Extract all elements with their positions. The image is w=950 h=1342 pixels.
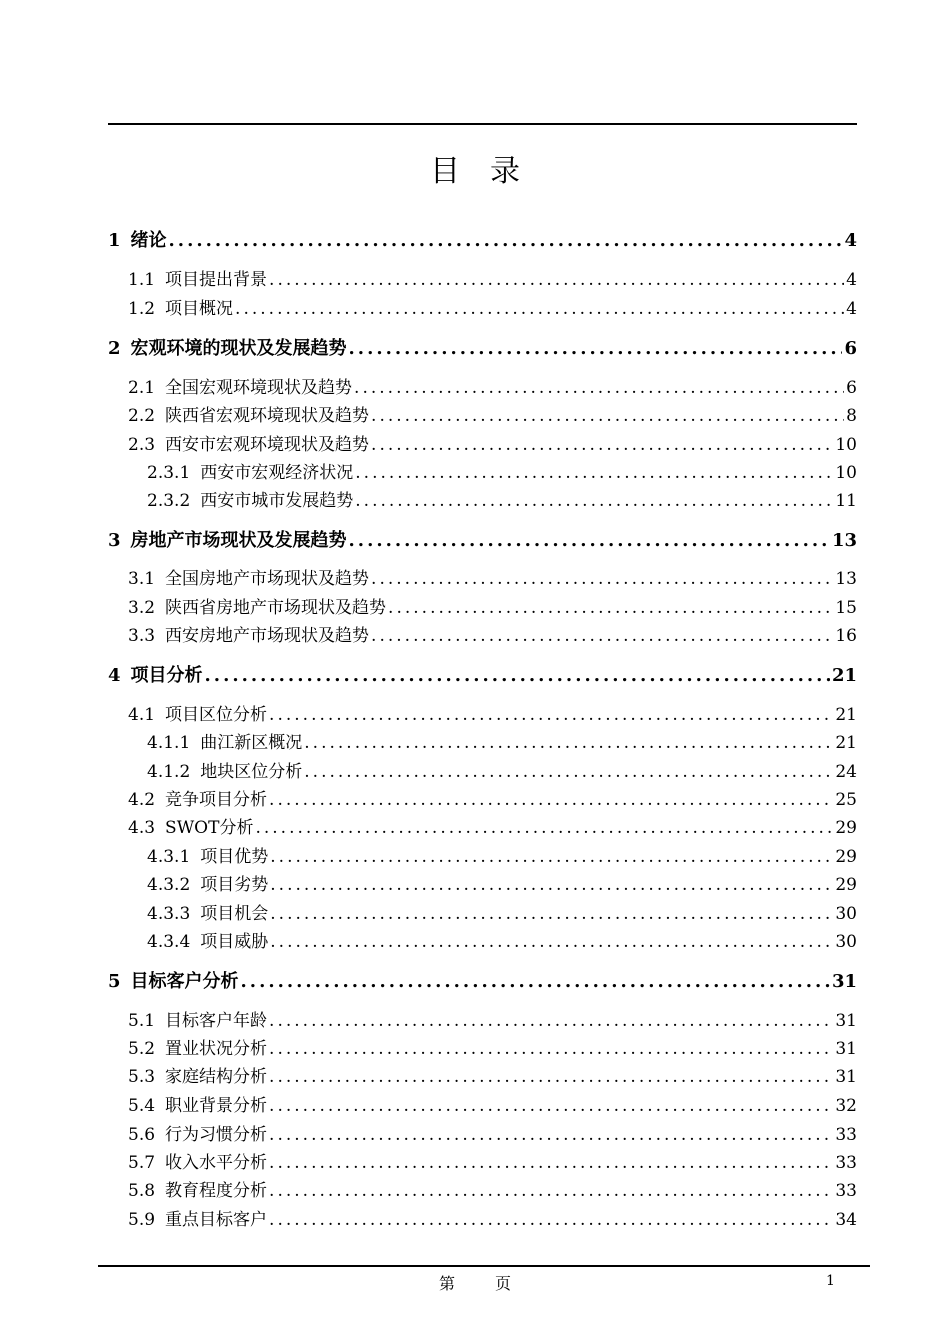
toc-dot-leader [371, 569, 833, 589]
toc-dot-leader [169, 230, 843, 251]
toc-dot-leader [269, 1210, 833, 1230]
toc-entry-title: 重点目标客户 [165, 1210, 268, 1230]
toc-entry-title: 行为习惯分析 [165, 1125, 268, 1145]
toc-entry-number: 4.1.1 [147, 733, 191, 753]
toc-entry[interactable] [108, 526, 857, 554]
toc-entry-page: 33 [835, 1153, 857, 1173]
toc-dot-leader [269, 1153, 833, 1173]
toc-dot-leader [205, 665, 830, 686]
toc-entry-page: 29 [835, 847, 857, 867]
toc-entry-page: 13 [835, 569, 857, 589]
toc-entry-number: 2 [108, 338, 121, 359]
toc-entry-number: 5.8 [128, 1181, 156, 1201]
toc-entry-number: 5.3 [128, 1067, 156, 1087]
footer-label: 第页 [438, 1274, 551, 1293]
toc-entry[interactable] [147, 899, 857, 927]
toc-entry[interactable] [147, 842, 857, 870]
toc-entry-page: 15 [835, 598, 857, 618]
toc-dot-leader [269, 270, 844, 290]
toc-dot-leader [388, 598, 833, 618]
toc-dot-leader [269, 1011, 833, 1031]
toc-entry-number: 5.4 [128, 1096, 156, 1116]
toc-entry-title: 项目劣势 [200, 875, 269, 895]
toc-entry[interactable] [128, 1205, 857, 1233]
toc-dot-leader [270, 847, 833, 867]
toc-entry-number: 4 [108, 665, 121, 686]
toc-entry[interactable] [108, 226, 857, 254]
toc-entry-page: 32 [835, 1096, 857, 1116]
toc-entry-page: 34 [835, 1210, 857, 1230]
toc-entry[interactable] [128, 401, 857, 429]
toc-entry[interactable] [147, 728, 857, 756]
toc-entry-number: 4.3.1 [147, 847, 191, 867]
toc-entry-number: 3.2 [128, 598, 156, 618]
toc-entry-number: 2.3.2 [147, 491, 191, 511]
toc-entry-page: 21 [835, 705, 857, 725]
toc-entry[interactable] [147, 757, 857, 785]
toc-entry-title: 竞争项目分析 [165, 790, 268, 810]
toc-entry-number: 3.3 [128, 626, 156, 646]
toc-entry-number: 5.2 [128, 1039, 156, 1059]
toc-entry[interactable] [128, 1034, 857, 1062]
toc-entry-title: 西安市宏观环境现状及趋势 [165, 435, 370, 455]
toc-entry-page: 33 [835, 1181, 857, 1201]
toc-entry-title: 目标客户年龄 [165, 1011, 268, 1031]
toc-entry-page: 25 [835, 790, 857, 810]
toc-entry-title: 全国宏观环境现状及趋势 [165, 378, 353, 398]
toc-entry-title: 项目分析 [130, 665, 203, 686]
toc-entry-page: 10 [835, 435, 857, 455]
toc-entry-title: 西安市城市发展趋势 [200, 491, 354, 511]
toc-entry-page: 6 [844, 338, 857, 359]
toc-entry-page: 4 [846, 299, 857, 319]
toc-entry-title: 项目概况 [165, 299, 234, 319]
toc-entry-page: 30 [835, 932, 857, 952]
toc-entry-page: 4 [844, 230, 857, 251]
page-title: 目录 [430, 154, 550, 189]
toc-entry-page: 24 [835, 762, 857, 782]
toc-entry-title: 地块区位分析 [200, 762, 303, 782]
toc-entry[interactable] [128, 1120, 857, 1148]
toc-entry-number: 1.1 [128, 270, 156, 290]
toc-entry-page: 11 [835, 491, 857, 511]
toc-entry-title: 项目优势 [200, 847, 269, 867]
toc-entry[interactable] [108, 967, 857, 995]
toc-entry-number: 1 [108, 230, 121, 251]
toc-entry-title: 项目提出背景 [165, 270, 268, 290]
toc-entry[interactable] [108, 661, 857, 689]
toc-dot-leader [355, 491, 833, 511]
toc-dot-leader [270, 904, 833, 924]
toc-entry[interactable] [128, 700, 857, 728]
toc-entry-title: 项目区位分析 [165, 705, 268, 725]
toc-entry-number: 4.3.4 [147, 932, 191, 952]
toc-entry[interactable] [108, 334, 857, 362]
toc-dot-leader [269, 1039, 833, 1059]
toc-dot-leader [349, 338, 843, 359]
toc-entry[interactable] [128, 1148, 857, 1176]
toc-dot-leader [269, 790, 833, 810]
toc-entry-title: 西安市宏观经济状况 [200, 463, 354, 483]
toc-entry[interactable] [128, 564, 857, 592]
toc-entry-title: 教育程度分析 [165, 1181, 268, 1201]
toc-dot-leader [235, 299, 844, 319]
toc-entry-page: 10 [835, 463, 857, 483]
toc-dot-leader [371, 406, 844, 426]
toc-entry[interactable] [147, 458, 857, 486]
toc-entry-page: 21 [835, 733, 857, 753]
toc-dot-leader [269, 705, 833, 725]
toc-entry-number: 5.1 [128, 1011, 156, 1031]
toc-entry-number: 4.2 [128, 790, 156, 810]
toc-dot-leader [269, 1067, 833, 1087]
toc-dot-leader [269, 1096, 833, 1116]
toc-entry[interactable] [128, 1176, 857, 1204]
toc-dot-leader [304, 733, 833, 753]
toc-entry[interactable] [128, 265, 857, 293]
toc-entry[interactable] [128, 813, 857, 841]
toc-dot-leader [241, 971, 830, 992]
toc-dot-leader [304, 762, 833, 782]
toc-entry-title: 目标客户分析 [130, 971, 239, 992]
toc-entry-title: 房地产市场现状及发展趋势 [130, 530, 347, 551]
toc-entry-page: 29 [835, 818, 857, 838]
toc-entry-page: 30 [835, 904, 857, 924]
toc-entry[interactable] [128, 1006, 857, 1034]
toc-dot-leader [270, 875, 833, 895]
toc-entry-number: 2.2 [128, 406, 156, 426]
toc-entry-number: 2.1 [128, 378, 156, 398]
toc-entry-page: 16 [835, 626, 857, 646]
toc-entry[interactable] [128, 373, 857, 401]
toc-dot-leader [270, 932, 833, 952]
toc-entry-page: 31 [831, 971, 857, 992]
toc-entry-number: 4.1 [128, 705, 156, 725]
toc-entry-number: 2.3 [128, 435, 156, 455]
toc-entry-title: 西安房地产市场现状及趋势 [165, 626, 370, 646]
toc-entry[interactable] [128, 593, 857, 621]
toc-entry-page: 33 [835, 1125, 857, 1145]
toc-dot-leader [371, 626, 833, 646]
toc-entry-number: 2.3.1 [147, 463, 191, 483]
toc-entry-title: 曲江新区概况 [200, 733, 303, 753]
toc-entry-number: 4.3.2 [147, 875, 191, 895]
toc-entry-page: 31 [835, 1039, 857, 1059]
toc-entry-number: 4.3 [128, 818, 156, 838]
toc-entry-number: 5.9 [128, 1210, 156, 1230]
toc-entry-number: 5.6 [128, 1125, 156, 1145]
toc-entry-title: 全国房地产市场现状及趋势 [165, 569, 370, 589]
toc-dot-leader [355, 463, 833, 483]
toc-entry-number: 4.3.3 [147, 904, 191, 924]
toc-entry-title: 宏观环境的现状及发展趋势 [130, 338, 347, 359]
toc-entry-number: 1.2 [128, 299, 156, 319]
toc-entry-page: 31 [835, 1011, 857, 1031]
toc-entry-number: 5 [108, 971, 121, 992]
toc-entry-title: SWOT分析 [165, 818, 254, 838]
toc-entry-title: 陕西省房地产市场现状及趋势 [165, 598, 387, 618]
toc-entry-title: 项目机会 [200, 904, 269, 924]
toc-entry-number: 3.1 [128, 569, 156, 589]
toc-entry-page: 29 [835, 875, 857, 895]
footer-page-number: 1 [826, 1273, 835, 1289]
toc-entry-title: 项目威胁 [200, 932, 269, 952]
toc-entry[interactable] [128, 785, 857, 813]
toc-entry-page: 21 [831, 665, 857, 686]
toc-dot-leader [371, 435, 833, 455]
toc-entry-page: 6 [846, 378, 857, 398]
toc-dot-leader [354, 378, 844, 398]
toc-entry-number: 4.1.2 [147, 762, 191, 782]
toc-entry[interactable] [147, 870, 857, 898]
toc-dot-leader [269, 1181, 833, 1201]
toc-entry-number: 5.7 [128, 1153, 156, 1173]
toc-entry-title: 陕西省宏观环境现状及趋势 [165, 406, 370, 426]
toc-entry[interactable] [128, 1062, 857, 1090]
toc-entry[interactable] [147, 927, 857, 955]
toc-entry-page: 8 [846, 406, 857, 426]
toc-entry-title: 收入水平分析 [165, 1153, 268, 1173]
toc-dot-leader [255, 818, 833, 838]
toc-entry-title: 职业背景分析 [165, 1096, 268, 1116]
toc-entry[interactable] [147, 486, 857, 514]
toc-entry-title: 绪论 [130, 230, 167, 251]
toc-entry[interactable] [128, 1091, 857, 1119]
toc-dot-leader [349, 530, 830, 551]
toc-entry-page: 31 [835, 1067, 857, 1087]
toc-entry-page: 4 [846, 270, 857, 290]
toc-entry-number: 3 [108, 530, 121, 551]
toc-entry[interactable] [128, 621, 857, 649]
toc-dot-leader [269, 1125, 833, 1145]
toc-entry-title: 置业状况分析 [165, 1039, 268, 1059]
toc-entry-title: 家庭结构分析 [165, 1067, 268, 1087]
footer-rule [98, 1265, 870, 1267]
toc-entry[interactable] [128, 294, 857, 322]
toc-entry[interactable] [128, 430, 857, 458]
toc-entry-page: 13 [831, 530, 857, 551]
